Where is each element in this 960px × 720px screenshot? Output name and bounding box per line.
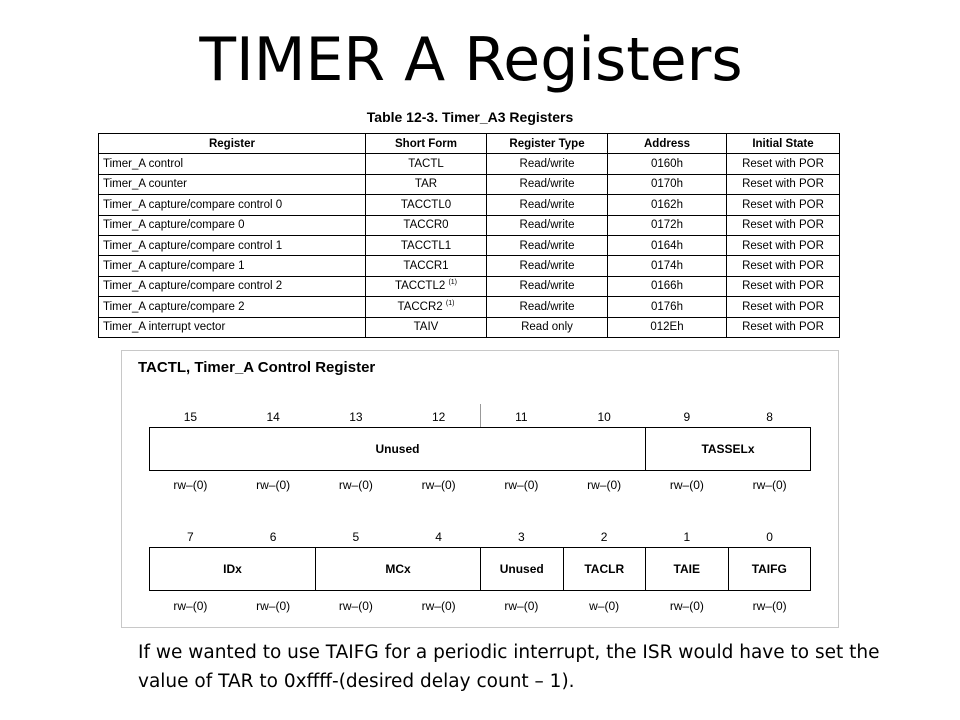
initial-state-cell: Reset with POR [727,215,840,235]
footnote-marker: (1) [445,299,455,307]
bit-number: 11 [515,410,528,424]
register-field: MCx [315,548,480,590]
bit-number: 13 [349,410,363,424]
register-name-cell: Timer_A counter [99,174,366,194]
initial-state-cell: Reset with POR [727,276,840,296]
table-row [99,174,840,194]
address-cell: 0162h [608,195,727,215]
table-caption: Table 12-3. Timer_A3 Registers [366,109,574,125]
register-name-cell: Timer_A capture/compare 2 [99,297,366,317]
register-type-cell: Read/write [487,235,608,255]
register-type-cell: Read only [487,317,608,337]
lower-access-row [149,599,811,613]
table-row [99,297,840,317]
short-form-cell: TACCR2 $^{(1)}$ [366,297,487,317]
initial-state-cell: Reset with POR [727,174,840,194]
address-cell: 0160h [608,154,727,174]
short-form-cell: TACCR1 [366,256,487,276]
table-row [99,195,840,215]
register-field: Unused [375,442,420,456]
register-type-cell: Read/write [487,215,608,235]
footnote-marker: (1) [448,279,458,287]
registers-table [98,133,840,338]
register-type-cell: Read/write [487,154,608,174]
bit-access: rw–(0) [256,478,291,492]
bit-number: 1 [683,530,691,544]
address-cell: 0172h [608,215,727,235]
short-form-cell: TACTL [366,154,487,174]
register-field: TAIE [645,548,728,590]
bit-access: rw–(0) [173,478,208,492]
initial-state-cell: Reset with POR [727,195,840,215]
register-type-cell: Read/write [487,195,608,215]
table-row [99,276,840,296]
table-row [99,154,840,174]
column-header-initial-state: Initial State [727,134,840,154]
bit-number: 14 [266,410,280,424]
bit-access: rw–(0) [669,599,704,613]
bit-number: 3 [518,530,525,544]
slide-title: TIMER A Registers [199,25,743,95]
initial-state-cell: Reset with POR [727,317,840,337]
upper-access-row [149,478,811,492]
bit-access: w–(0) [589,599,620,613]
bit-access: rw–(0) [338,478,373,492]
short-form-cell: TACCTL0 [366,195,487,215]
register-type-cell: Read/write [487,256,608,276]
byte-divider-tick [480,404,481,428]
table-row [99,256,840,276]
bit-number: 6 [269,530,277,544]
short-form-cell: TACCTL2 $^{(1)}$ [366,276,487,296]
register-field: TASSELx [645,428,810,470]
column-header-address: Address [608,134,727,154]
short-form-cell: TAR [366,174,487,194]
bit-access: rw–(0) [504,599,539,613]
short-form-cell: TACCTL1 [366,235,487,255]
address-cell: 0170h [608,174,727,194]
bit-access: rw–(0) [504,478,539,492]
table-row [99,235,840,255]
table-row [99,215,840,235]
bit-access: rw–(0) [421,478,456,492]
bit-access: rw–(0) [256,599,291,613]
address-cell: 0176h [608,297,727,317]
register-field: Unused [480,548,563,590]
initial-state-cell: Reset with POR [727,256,840,276]
lower-field-row [149,547,811,591]
register-name-cell: Timer_A interrupt vector [99,317,366,337]
register-name-cell: Timer_A capture/compare 1 [99,256,366,276]
register-name-cell: Timer_A capture/compare control 2 [99,276,366,296]
bit-number: 10 [597,410,611,424]
column-header-register: Register [99,134,366,154]
column-header-short-form: Short Form [366,134,487,154]
address-cell: 0174h [608,256,727,276]
register-name-cell: Timer_A capture/compare control 0 [99,195,366,215]
bit-access: rw–(0) [421,599,456,613]
register-name-cell: Timer_A control [99,154,366,174]
bit-number: 12 [431,410,446,424]
table-row [99,317,840,337]
bit-number: 9 [683,410,691,424]
bit-access: rw–(0) [587,478,622,492]
address-cell: 012Eh [608,317,727,337]
register-name-cell: Timer_A capture/compare control 1 [99,235,366,255]
lower-bit-numbers [149,530,811,544]
upper-field-row [149,427,811,471]
bit-access: rw–(0) [173,599,208,613]
register-field: IDx [223,562,242,576]
bit-number: 2 [600,530,608,544]
short-form-cell: TACCR0 [366,215,487,235]
bit-access: rw–(0) [752,478,787,492]
registers-table-body [99,154,840,338]
column-header-register-type: Register Type [487,134,608,154]
bit-number: 0 [766,530,773,544]
register-field: TAIFG [728,548,811,590]
address-cell: 0166h [608,276,727,296]
tactl-panel-title: TACTL, Timer_A Control Register [138,359,376,376]
initial-state-cell: Reset with POR [727,154,840,174]
bit-access: rw–(0) [669,478,704,492]
bit-number: 5 [352,530,360,544]
initial-state-cell: Reset with POR [727,297,840,317]
short-form-cell: TAIV [366,317,487,337]
tactl-register-panel [121,350,839,628]
register-field: TACLR [563,548,646,590]
bit-number: 8 [766,410,773,424]
initial-state-cell: Reset with POR [727,235,840,255]
bit-access: rw–(0) [752,599,787,613]
register-type-cell: Read/write [487,276,608,296]
bit-access: rw–(0) [338,599,373,613]
slide-footnote: If we wanted to use TAIFG for a periodic interrupt, the ISR would have to set the value of TAR to 0xffff-(desired delay count – 1). [138,642,880,692]
bit-number: 7 [187,530,194,544]
bit-number: 4 [435,530,442,544]
table-header-row [99,134,840,154]
register-name-cell: Timer_A capture/compare 0 [99,215,366,235]
bit-number: 15 [183,410,198,424]
address-cell: 0164h [608,235,727,255]
register-type-cell: Read/write [487,297,608,317]
register-type-cell: Read/write [487,174,608,194]
